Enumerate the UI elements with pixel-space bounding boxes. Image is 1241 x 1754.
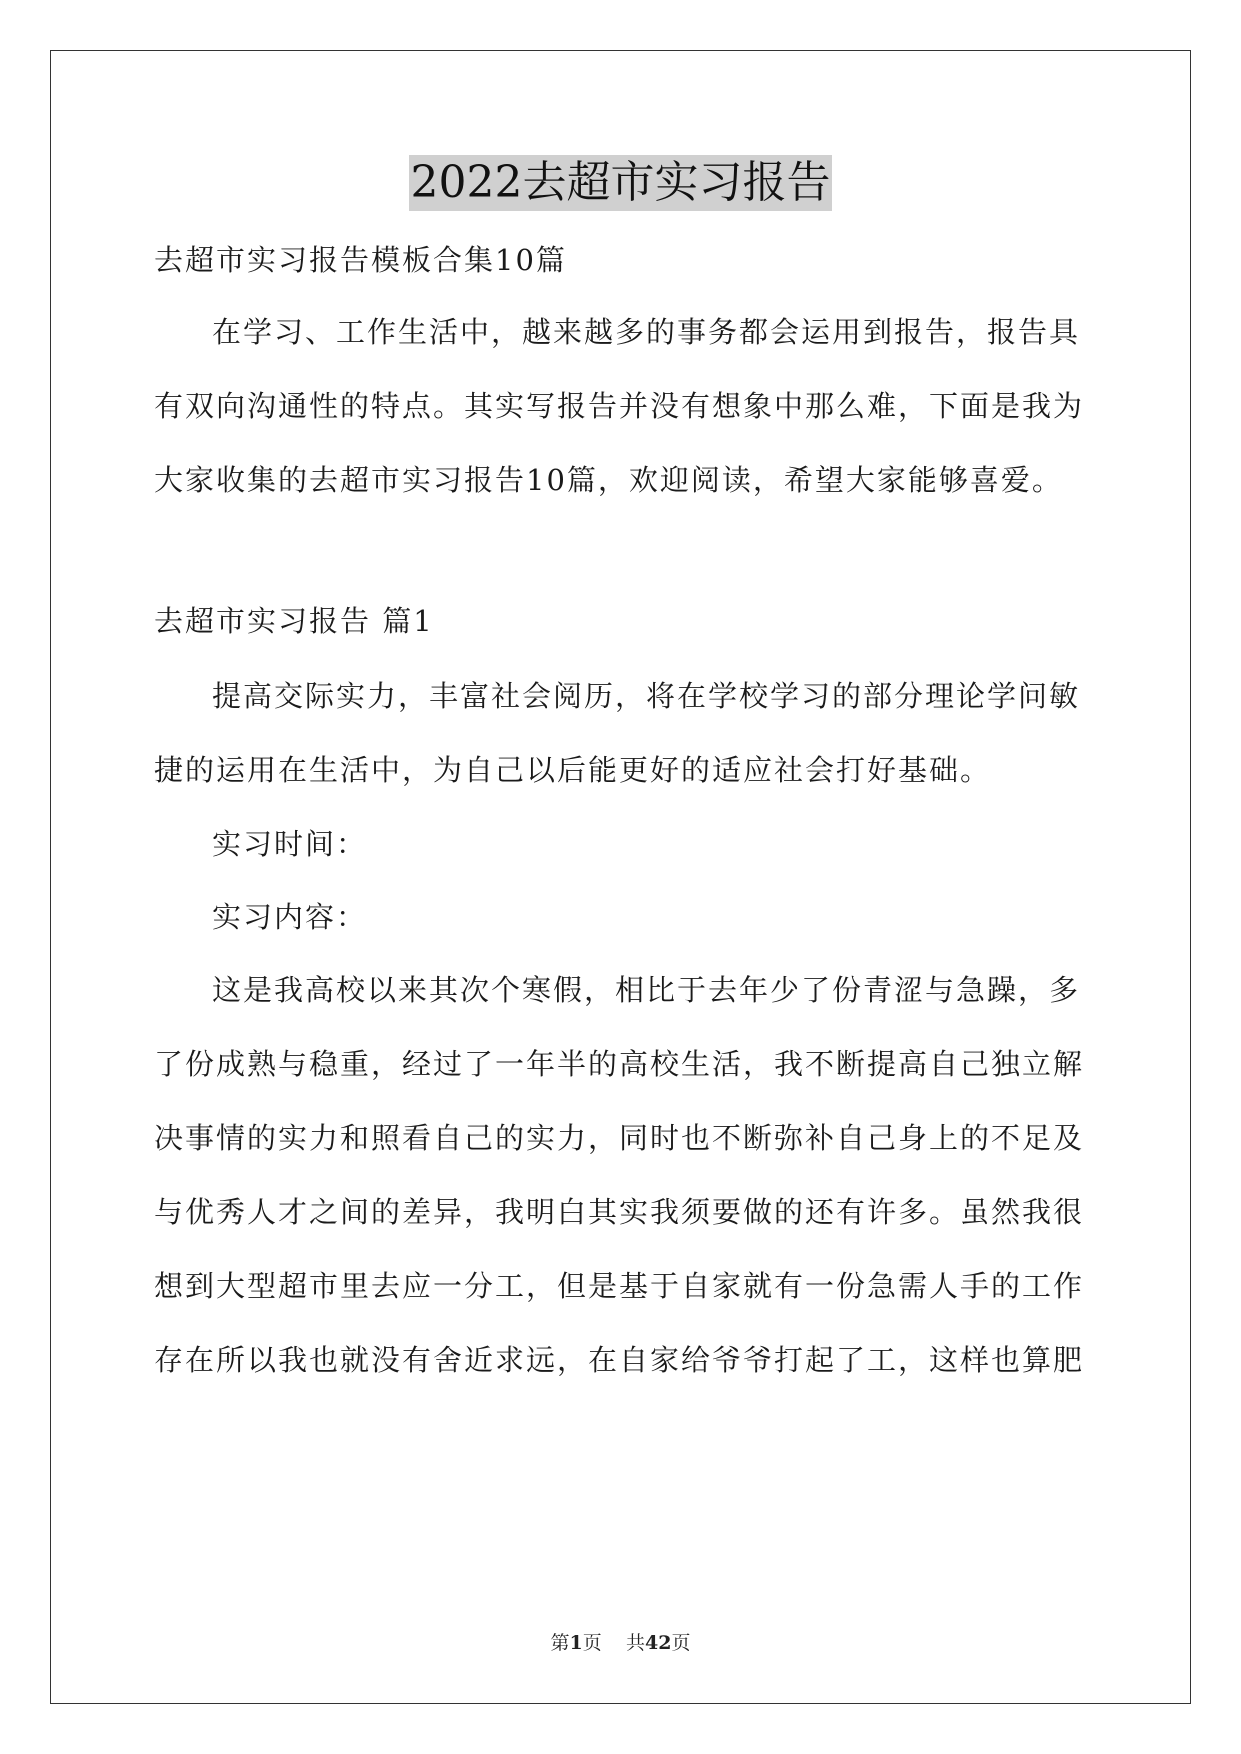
page-suffix: 页 — [582, 1632, 602, 1654]
title-container — [0, 155, 1241, 211]
section-heading: 去超市实习报告 篇1 — [154, 604, 434, 638]
page-prefix: 第 — [550, 1632, 570, 1654]
page-border — [50, 50, 1191, 1704]
total-suffix: 页 — [671, 1632, 691, 1654]
page-number: 1 — [569, 1632, 583, 1654]
total-prefix: 共 — [625, 1632, 645, 1654]
section-paragraph-line: 这是我高校以来其次个寒假，相比于去年少了份青涩与急躁，多 — [212, 973, 1081, 1007]
internship-content-label: 实习内容： — [212, 900, 368, 934]
intro-paragraph-line: 有双向沟通性的特点。其实写报告并没有想象中那么难，下面是我为 — [154, 389, 1085, 423]
page-footer — [0, 1628, 1241, 1655]
section-paragraph-line: 捷的运用在生活中，为自己以后能更好的适应社会打好基础。 — [154, 753, 992, 787]
total-pages: 42 — [644, 1632, 672, 1654]
section-paragraph-line: 存在所以我也就没有舍近求远，在自家给爷爷打起了工，这样也算肥 — [154, 1343, 1085, 1377]
section-paragraph-line: 与优秀人才之间的差异，我明白其实我须要做的还有许多。虽然我很 — [154, 1195, 1085, 1229]
section-paragraph-line: 提高交际实力，丰富社会阅历，将在学校学习的部分理论学问敏 — [212, 679, 1081, 713]
internship-time-label: 实习时间： — [212, 827, 368, 861]
document-subtitle: 去超市实习报告模板合集10篇 — [154, 243, 567, 277]
section-paragraph-line: 决事情的实力和照看自己的实力，同时也不断弥补自己身上的不足及 — [154, 1121, 1085, 1155]
intro-paragraph-line: 在学习、工作生活中，越来越多的事务都会运用到报告，报告具 — [212, 315, 1081, 349]
section-paragraph-line: 了份成熟与稳重，经过了一年半的高校生活，我不断提高自己独立解 — [154, 1047, 1085, 1081]
intro-paragraph-line: 大家收集的去超市实习报告10篇，欢迎阅读，希望大家能够喜爱。 — [154, 463, 1063, 497]
section-paragraph-line: 想到大型超市里去应一分工，但是基于自家就有一份急需人手的工作 — [154, 1269, 1085, 1303]
document-title: 2022去超市实习报告 — [409, 155, 833, 211]
